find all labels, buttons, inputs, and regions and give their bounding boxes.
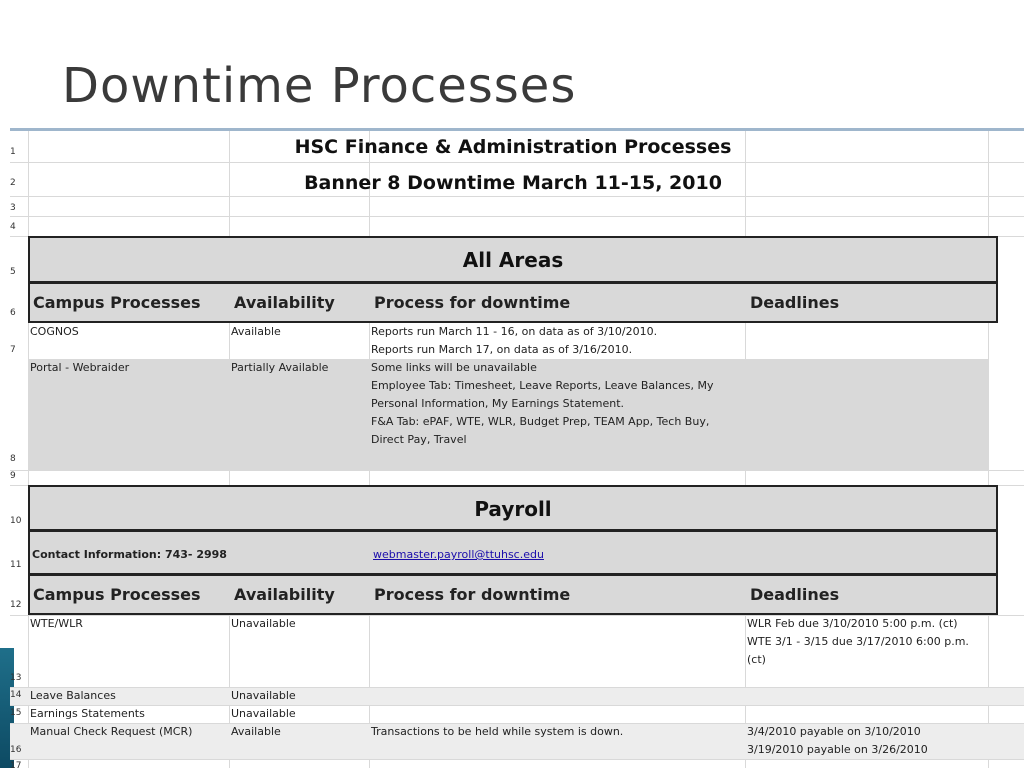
gridline [10,687,1024,688]
header-deadlines: Deadlines [750,585,840,604]
cell-availability: Partially Available [231,361,329,374]
table-row [10,723,1024,759]
row-number: 13 [10,673,22,683]
cell-downtime: Some links will be unavailable Employee Tab: Timesheet, Leave Reports, Leave Balances, My Personal Information, My Earnings Statement. F&A Tab: ePAF, WTE, WLR, Budget Prep, TEAM App, Tech Buy, Direct Pay, Travel [371,361,714,446]
gridline [10,196,1024,197]
cell-downtime: Reports run March 11 - 16, on data as of 3/10/2010. Reports run March 17, on data as of 3/16/2010. [371,325,658,356]
cell-process: Leave Balances [30,689,116,702]
sheet-subtitle: Banner 8 Downtime March 11-15, 2010 [304,172,722,194]
row-number: 6 [10,308,16,318]
table-row [28,359,988,470]
row-number: 1 [10,147,16,157]
table-row [10,615,1024,687]
gridline [10,470,1024,471]
sheet-title: HSC Finance & Administration Processes [294,136,732,158]
row-number: 14 [10,690,22,700]
header-process-for-downtime: Process for downtime [374,585,571,604]
all-areas-header [28,236,998,283]
cell-process: Portal - Webraider [30,361,130,374]
cell-availability: Available [231,725,281,738]
cell-deadlines: 3/4/2010 payable on 3/10/2010 3/19/2010 payable on 3/26/2010 [747,725,928,756]
cell-availability: Available [231,325,281,338]
cell-availability: Unavailable [231,617,296,630]
gridline [10,723,1024,724]
payroll-column-headers [28,575,998,615]
sheet-top-border [10,128,1024,131]
gridline [10,759,1024,760]
row-number: 5 [10,267,16,277]
gridline [10,705,1024,706]
cell-availability: Unavailable [231,707,296,720]
gridline [10,615,1024,616]
row-number: 15 [10,708,22,718]
header-deadlines: Deadlines [750,293,840,312]
row-number: 8 [10,454,16,464]
cell-process: Earnings Statements [30,707,145,720]
row-number: 2 [10,178,16,188]
payroll-header [28,485,998,531]
contact-email-link[interactable]: webmaster.payroll@ttuhsc.edu [373,548,544,561]
row-number: 16 [10,745,22,755]
cell-availability: Unavailable [231,689,296,702]
cell-process: COGNOS [30,325,79,338]
header-campus-processes: Campus Processes [33,585,201,604]
contact-label: Contact Information: 743- 2998 [32,548,227,561]
all-areas-column-headers [28,283,998,323]
header-process-for-downtime: Process for downtime [374,293,571,312]
slide-title: Downtime Processes [62,58,577,114]
spreadsheet-image [10,128,1024,768]
section-title-payroll: Payroll [474,497,552,521]
cell-process: WTE/WLR [30,617,83,630]
row-number: 9 [10,471,16,481]
cell-process: Manual Check Request (MCR) [30,725,193,738]
header-availability: Availability [234,585,335,604]
table-row [10,705,1024,723]
row-number: 12 [10,600,22,610]
row-number: 3 [10,203,16,213]
row-number: 7 [10,345,16,355]
cell-deadlines: WLR Feb due 3/10/2010 5:00 p.m. (ct) WTE 3/1 - 3/15 due 3/17/2010 6:00 p.m. (ct) [747,617,969,666]
row-number: 10 [10,516,22,526]
header-availability: Availability [234,293,335,312]
gridline [10,162,1024,163]
table-row [10,323,1024,359]
row-number: 17 [10,761,22,768]
payroll-contact-row [28,531,998,575]
gridline [10,216,1024,217]
cell-downtime: Transactions to be held while system is down. [371,725,624,738]
table-row [10,687,1024,705]
section-title-all-areas: All Areas [462,248,564,272]
header-campus-processes: Campus Processes [33,293,201,312]
row-number: 4 [10,222,16,232]
row-number: 11 [10,560,22,570]
